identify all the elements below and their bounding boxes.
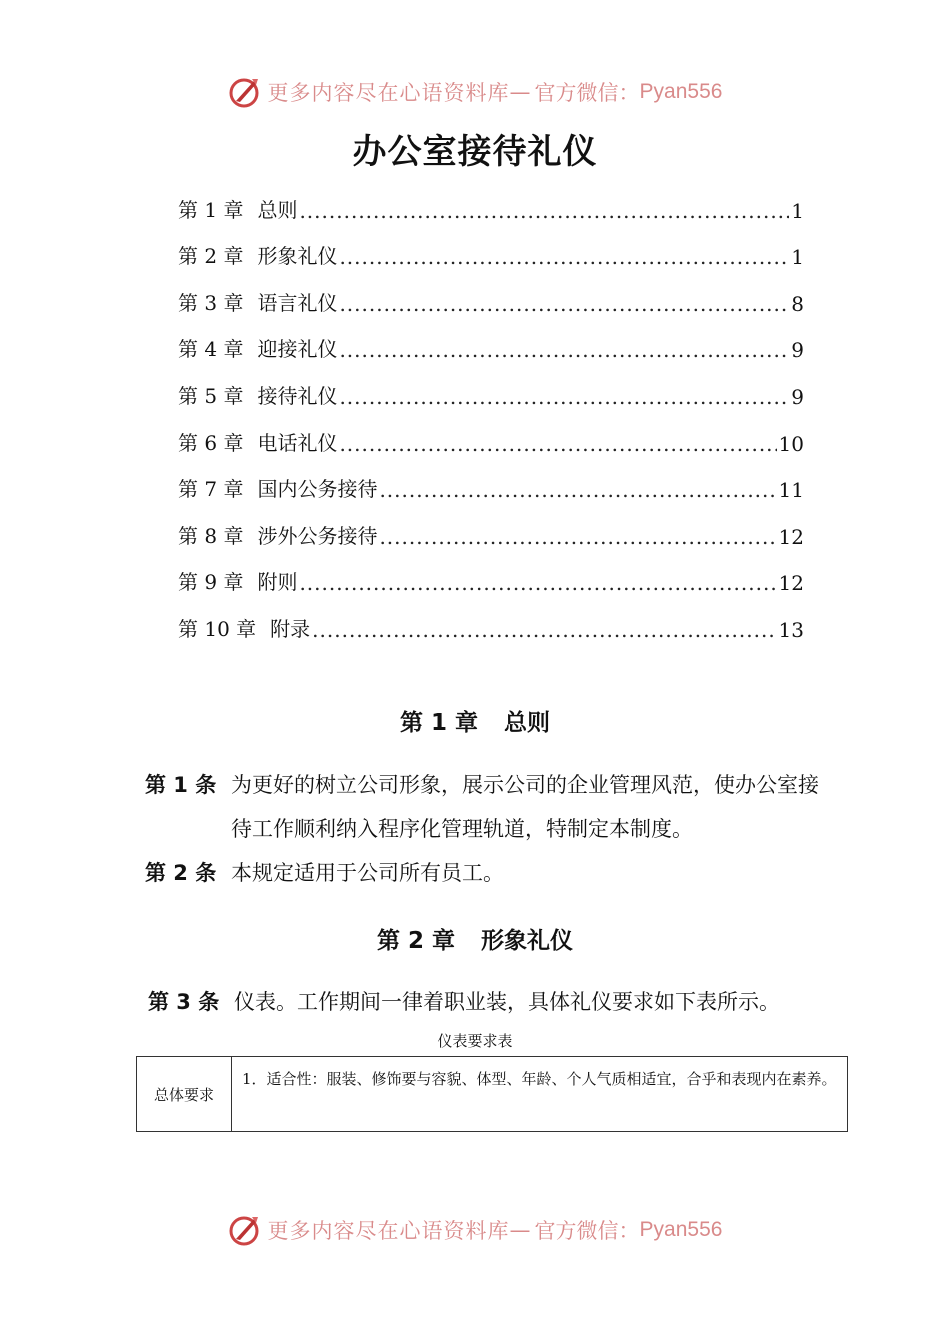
toc-title: 涉外公务接待 xyxy=(257,523,378,548)
toc-title: 附则 xyxy=(257,570,298,595)
table-caption: 仪表要求表 xyxy=(437,1032,513,1050)
toc-chapter: 第 3 章 xyxy=(178,290,244,315)
banner-dash: — xyxy=(509,80,531,104)
quill-logo-icon xyxy=(228,75,262,109)
table-of-contents xyxy=(178,176,804,642)
toc-chapter: 第 6 章 xyxy=(178,430,244,455)
toc-title: 语言礼仪 xyxy=(257,290,338,315)
toc-page: 1 xyxy=(791,245,804,270)
article-text: 为更好的树立公司形象，展示公司的企业管理风范，使办公室接待工作顺利纳入程序化管理轨道，特制定本制度。 xyxy=(231,773,819,841)
banner-text: 更多内容尽在心语资料库 xyxy=(267,1219,510,1243)
toc-entry-3[interactable] xyxy=(178,269,804,316)
toc-entry-10[interactable] xyxy=(178,595,804,642)
table-row-content: 1．适合性：服装、修饰要与容貌、体型、年龄、个人气质相适宜，合乎和表现内在素养。 xyxy=(242,1070,837,1088)
toc-chapter: 第 2 章 xyxy=(178,244,244,269)
toc-leader xyxy=(339,292,789,316)
toc-page: 9 xyxy=(791,384,804,409)
toc-entry-5[interactable] xyxy=(178,362,804,409)
toc-leader xyxy=(339,385,789,409)
banner-wechat-id: Pyan556 xyxy=(639,1218,723,1241)
toc-page: 12 xyxy=(778,571,804,596)
banner-dash: — xyxy=(509,1218,531,1242)
document-title: 办公室接待礼仪 xyxy=(352,132,598,172)
toc-title: 国内公务接待 xyxy=(257,477,378,502)
toc-page: 13 xyxy=(778,617,804,642)
toc-chapter: 第 4 章 xyxy=(178,337,244,362)
toc-chapter: 第 9 章 xyxy=(178,570,244,595)
article-2 xyxy=(145,851,825,895)
toc-page: 8 xyxy=(791,291,804,316)
toc-page: 9 xyxy=(791,338,804,363)
chapter-number: 第 1 章 xyxy=(399,710,479,736)
toc-title: 附录 xyxy=(270,616,311,641)
toc-leader xyxy=(379,478,776,502)
toc-title: 总则 xyxy=(257,197,298,222)
toc-leader xyxy=(339,245,789,269)
toc-leader xyxy=(299,199,789,223)
toc-leader xyxy=(312,618,776,642)
article-text: 本规定适用于公司所有员工。 xyxy=(231,861,504,885)
article-label: 第 1 条 xyxy=(145,773,217,797)
article-3 xyxy=(148,980,828,1024)
toc-entry-8[interactable] xyxy=(178,502,804,549)
toc-entry-9[interactable] xyxy=(178,549,804,596)
article-label: 第 3 条 xyxy=(148,990,220,1014)
toc-title: 接待礼仪 xyxy=(257,383,338,408)
toc-chapter: 第 1 章 xyxy=(178,197,244,222)
chapter-number: 第 2 章 xyxy=(376,928,456,954)
requirements-table xyxy=(136,1056,848,1132)
toc-chapter: 第 10 章 xyxy=(178,616,257,641)
toc-page: 12 xyxy=(778,524,804,549)
chapter-title: 总则 xyxy=(504,710,551,736)
toc-page: 11 xyxy=(778,478,804,503)
toc-title: 电话礼仪 xyxy=(257,430,338,455)
header-banner xyxy=(0,72,950,112)
chapter-title: 形象礼仪 xyxy=(481,928,574,954)
toc-entry-7[interactable] xyxy=(178,456,804,503)
banner-wechat-id: Pyan556 xyxy=(639,80,723,103)
toc-chapter: 第 8 章 xyxy=(178,523,244,548)
banner-wechat-label: 官方微信： xyxy=(534,81,640,105)
toc-entry-6[interactable] xyxy=(178,409,804,456)
chapter-2-heading xyxy=(0,922,950,955)
toc-entry-1[interactable] xyxy=(178,176,804,223)
article-text: 仪表。工作期间一律着职业装，具体礼仪要求如下表所示。 xyxy=(234,990,780,1014)
toc-chapter: 第 5 章 xyxy=(178,383,244,408)
toc-leader xyxy=(379,525,776,549)
chapter-1-heading xyxy=(0,704,950,737)
toc-page: 10 xyxy=(778,431,804,456)
toc-leader xyxy=(299,571,776,595)
table-row-header: 总体要求 xyxy=(137,1057,232,1131)
toc-page: 1 xyxy=(791,198,804,223)
toc-title: 形象礼仪 xyxy=(257,244,338,269)
footer-banner xyxy=(0,1210,950,1250)
quill-logo-icon xyxy=(228,1213,262,1247)
toc-title: 迎接礼仪 xyxy=(257,337,338,362)
toc-leader xyxy=(339,432,776,456)
banner-text: 更多内容尽在心语资料库 xyxy=(267,81,510,105)
toc-leader xyxy=(339,338,789,362)
banner-wechat-label: 官方微信： xyxy=(534,1219,640,1243)
toc-chapter: 第 7 章 xyxy=(178,477,244,502)
toc-entry-4[interactable] xyxy=(178,316,804,363)
toc-entry-2[interactable] xyxy=(178,223,804,270)
article-label: 第 2 条 xyxy=(145,861,217,885)
article-1 xyxy=(145,763,825,851)
